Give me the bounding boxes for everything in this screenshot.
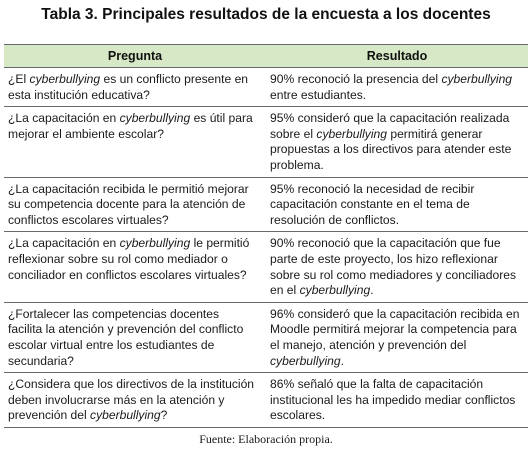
cell-text: ¿Considera que los directivos de la institución deben involucrarse más en la atención y prevención del xyxy=(8,377,255,423)
cell-text: 90% reconoció que la capacitación que fue parte de este proyecto, los hizo reflexionar sobre su rol como mediadores y conciliadores en el xyxy=(270,236,517,298)
cell-text: 86% señaló que la falta de capacitación institucional les ha impedido mediar conflictos escolares. xyxy=(270,377,516,423)
italic-term: cyberbullying xyxy=(270,353,341,368)
cell-text: ¿Fortalecer las competencias docentes facilita la atención y prevención del conflicto escolar virtual entre los estudiantes de secundaria? xyxy=(8,306,244,368)
cell-text: es útil para mejorar el ambiente escolar? xyxy=(8,111,253,141)
table-row xyxy=(4,302,528,372)
cell-text: entre estudiantes. xyxy=(270,87,367,102)
table-row xyxy=(4,177,528,232)
table-header-row xyxy=(4,45,528,68)
cell-resultado xyxy=(266,302,528,372)
cell-resultado xyxy=(266,373,528,428)
cell-text: ¿La capacitación en xyxy=(8,236,120,251)
italic-term: cyberbullying xyxy=(119,236,191,251)
table-row xyxy=(4,232,528,302)
italic-term: cyberbullying xyxy=(441,72,513,86)
table-row xyxy=(4,68,528,107)
results-table xyxy=(4,44,528,428)
cell-pregunta xyxy=(4,107,266,177)
cell-text: 96% consideró que la capacitación recibida en Moodle permitirá mejorar la competencia para el manejo, atención y prevención del xyxy=(270,306,520,352)
table-row xyxy=(4,107,528,177)
cell-text: . xyxy=(340,353,344,368)
cell-text: 95% consideró que la capacitación realizada sobre el xyxy=(270,111,510,141)
column-header-resultado: Resultado xyxy=(266,45,528,68)
column-header-pregunta: Pregunta xyxy=(4,45,266,68)
table-row xyxy=(4,373,528,428)
cell-text: es un conflicto presente en esta institución educativa? xyxy=(8,72,249,102)
cell-pregunta xyxy=(4,302,266,372)
cell-text: ¿La capacitación recibida le permitió mejorar su competencia docente para la atención de conflictos escolares virtuales? xyxy=(8,181,249,227)
cell-resultado xyxy=(266,232,528,302)
cell-pregunta xyxy=(4,68,266,107)
cell-resultado xyxy=(266,177,528,232)
cell-text: ¿El xyxy=(8,72,30,86)
table-title: Tabla 3. Principales resultados de la encuesta a los docentes xyxy=(41,6,491,23)
cell-text: . xyxy=(370,283,374,298)
cell-resultado xyxy=(266,107,528,177)
cell-resultado xyxy=(266,68,528,107)
italic-term: cyberbullying xyxy=(316,126,387,141)
cell-text: 90% reconoció la presencia del xyxy=(270,72,442,86)
italic-term: cyberbullying xyxy=(119,111,191,126)
table-body xyxy=(4,68,528,428)
cell-text: le permitió reflexionar sobre su rol como mediador o conciliador en conflictos escolares virtuales? xyxy=(8,236,250,282)
cell-text: ¿La capacitación en xyxy=(8,111,120,126)
italic-term: cyberbullying xyxy=(29,72,101,86)
cell-pregunta xyxy=(4,373,266,428)
cell-pregunta xyxy=(4,232,266,302)
cell-text: permitirá generar propuestas a los directivos para atender este problema. xyxy=(270,126,512,172)
italic-term: cyberbullying xyxy=(90,408,161,423)
cell-pregunta xyxy=(4,177,266,232)
table-source-note: Fuente: Elaboración propia. xyxy=(199,432,333,446)
cell-text: 95% reconoció la necesidad de recibir capacitación constante en el tema de resolución de conflictos. xyxy=(270,181,475,227)
cell-text: ? xyxy=(160,408,168,423)
italic-term: cyberbullying xyxy=(299,283,371,298)
